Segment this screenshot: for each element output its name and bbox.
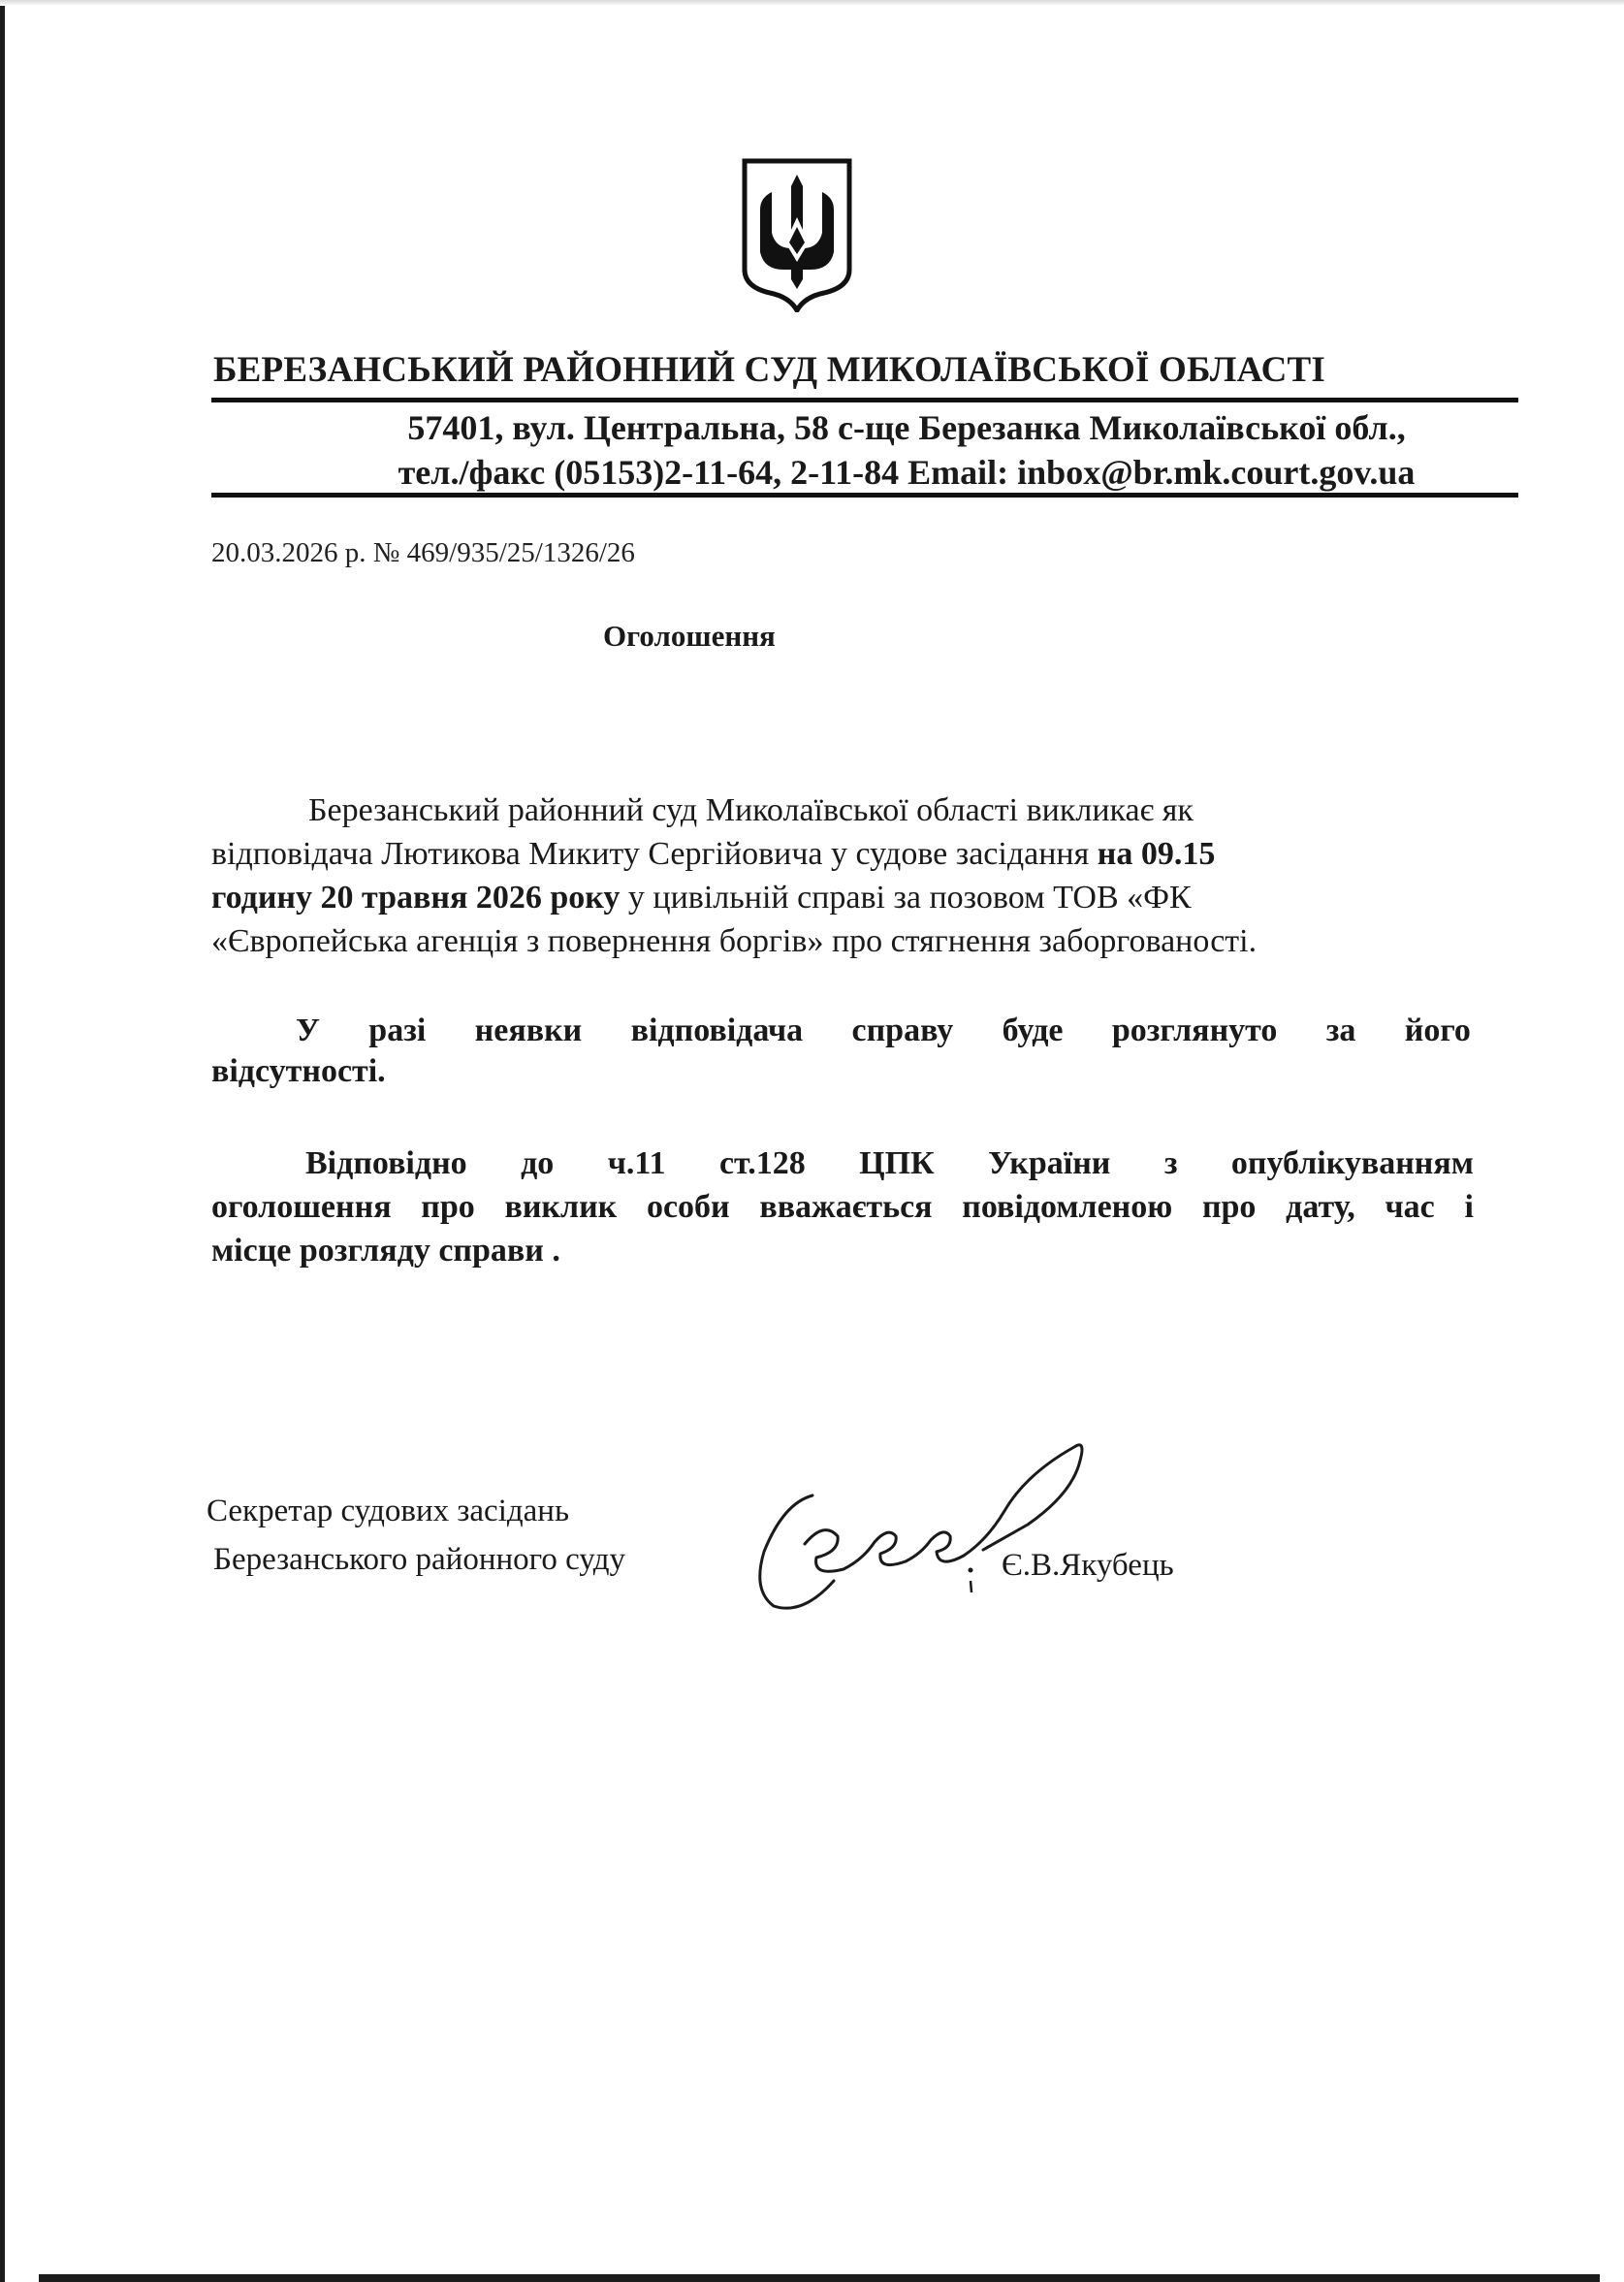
paragraph3-word: дату, [1286,1189,1355,1225]
paragraph3-word: України [988,1145,1111,1181]
signer-position-line1: Секретар судових засідань [207,1494,570,1528]
paragraph2-word: за [1325,1012,1356,1048]
document-reference: 20.03.2026 р. № 469/935/25/1326/26 [211,537,635,568]
paragraph3-word: про [421,1189,475,1225]
paragraph3-word: вважається [759,1189,933,1225]
court-contacts: тел./факс (05153)2-11-64, 2-11-84 Email: inbox@br.mk.court.gov.ua [398,453,1416,492]
paragraph3-word: час [1385,1189,1435,1225]
paragraph3-word: ЦПК [859,1145,935,1181]
paragraph3-line3: місце розгляду справи . [211,1233,560,1269]
paragraph2-line2: відсутності. [211,1053,386,1089]
paragraph3-word: особи [646,1189,730,1225]
hearing-date: годину 20 травня 2026 року [211,880,621,916]
paragraph3-word: про [1201,1189,1257,1225]
paragraph3-word: ч.11 [607,1145,666,1181]
paragraph2-word: неявки [474,1012,583,1048]
header-rule-bottom [211,493,1518,498]
paragraph3-word: до [521,1145,555,1181]
paragraph2-word: буде [1002,1012,1064,1048]
document-title: Оголошення [603,619,776,653]
paragraph2-word: відповідача [630,1012,804,1048]
paragraph1-line2 [211,835,1215,874]
court-address: 57401, вул. Центральна, 58 с-ще Березанка Миколаївської обл., [407,408,1406,447]
paragraph3-word: з [1163,1145,1178,1181]
paragraph1-line2-text: відповідача Лютикова Микиту Сергійовича у судове засідання [211,836,1098,872]
hearing-time: на 09.15 [1097,836,1216,872]
paragraph1-line4: «Європейська агенція з повернення боргів» про стягнення заборгованості. [211,923,1258,959]
paragraph2-word: його [1404,1012,1471,1048]
paragraph3-word: повідомленою [962,1189,1173,1225]
paragraph2-word: разі [368,1012,427,1048]
header-rule-top [211,398,1518,402]
paragraph2-word: розглянуто [1111,1012,1278,1048]
handwritten-signature [745,1435,1094,1620]
paragraph3-word: оголошення [211,1189,392,1225]
paragraph1-line3 [211,879,1192,917]
signer-name: Є.В.Якубець [1002,1548,1174,1583]
paragraph3-word: опублікуванням [1230,1145,1474,1181]
signer-position-line2: Березанського районного суду [213,1542,626,1577]
paragraph3-word: Відповідно [305,1145,467,1181]
paragraph3-word: ст.128 [718,1145,806,1181]
court-name: БЕРЕЗАНСЬКИЙ РАЙОННИЙ СУД МИКОЛАЇВСЬКОЇ ОБЛАСТІ [213,350,1325,390]
paragraph1-line3-text: у цивільній справі за позовом ТОВ «ФК [620,880,1192,916]
paragraph3-line2 [211,1188,1474,1227]
paragraph1-line1: Березанський районний суд Миколаївської області викликає як [308,792,1194,828]
coat-of-arms-icon [739,155,855,312]
scan-border-left [0,0,5,2282]
paragraph2-word: У [296,1012,320,1048]
paragraph3-line1 [305,1144,1474,1183]
scan-border-bottom [39,2274,1600,2282]
paragraph3-word: виклик [504,1189,618,1225]
paragraph2-line1 [296,1012,1471,1050]
scan-border-top [0,0,1624,6]
paragraph2-word: справу [851,1012,954,1048]
paragraph3-word: і [1464,1189,1474,1225]
